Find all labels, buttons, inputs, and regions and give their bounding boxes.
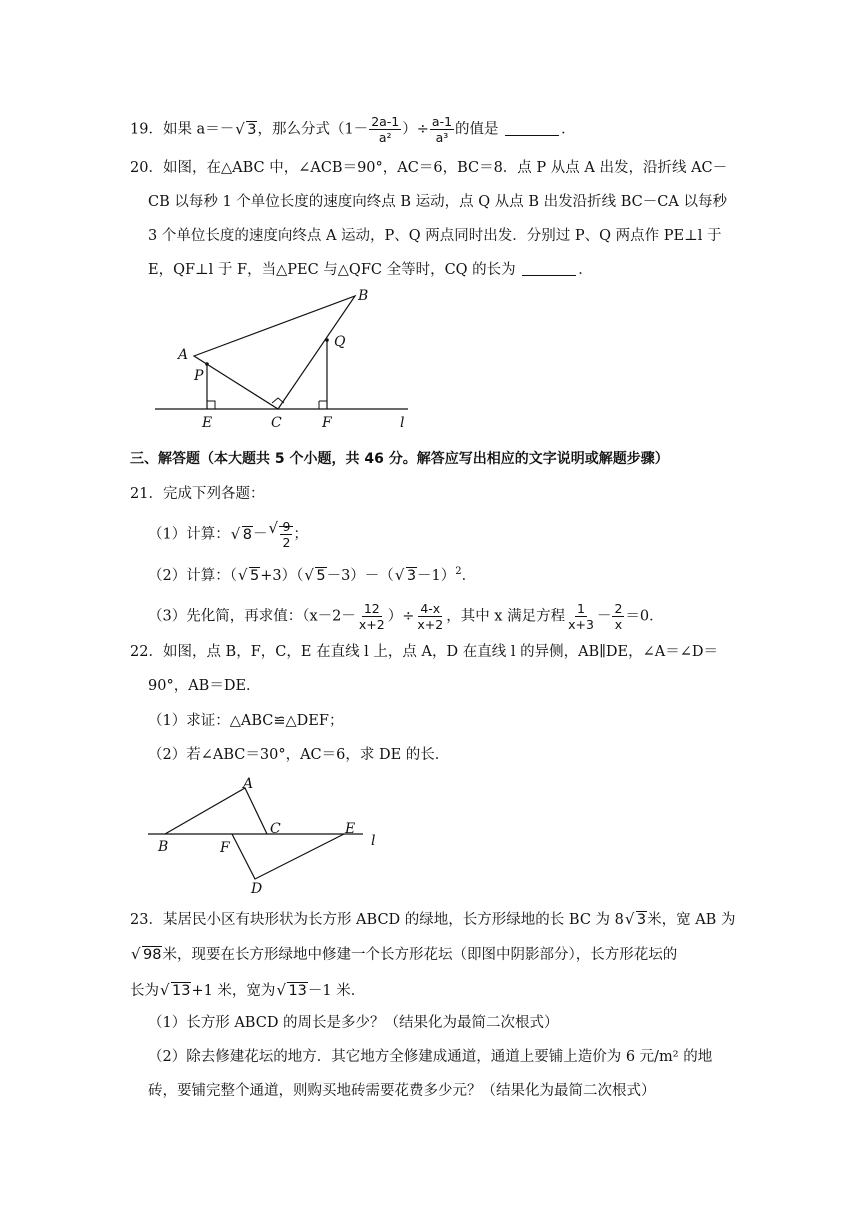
- q21-p2-end: ．: [461, 567, 477, 584]
- q21-p3-label: （3）先化简，再求值：（x－2－: [148, 608, 356, 625]
- q23-part-1: （1）长方形 ABCD 的周长是多少？（结果化为最简二次根式）: [148, 1015, 559, 1031]
- q19-text-1: 如果 a＝－: [162, 121, 235, 138]
- q22-line-1: 22．如图，点 B，F，C，E 在直线 l 上，点 A，D 在直线 l 的异侧，AB∥DE，∠A＝∠D＝: [130, 644, 719, 660]
- q22-label-b: B: [158, 839, 169, 855]
- q21-p3-frac-1: $\frac{12}{x+2}$: [358, 601, 385, 632]
- q19-text-2: ，那么分式（1－: [257, 121, 369, 138]
- q20-end: ．: [578, 262, 593, 278]
- q19-end: ．: [561, 121, 576, 138]
- q20-point-p: [205, 362, 209, 366]
- q19-number: 19．: [130, 121, 163, 138]
- q22-triangle-def: [232, 834, 344, 879]
- q20-line-1: 20．如图，在△ABC 中，∠ACB＝90°，AC＝6，BC＝8．点 P 从点 A 出发，沿折线 AC－: [130, 160, 728, 176]
- q20-right-angle-e: [207, 401, 215, 409]
- q23-sqrt-98: √ 98: [131, 945, 162, 965]
- q20-line-4-text: E，QF⊥l 于 F，当△PEC 与△QFC 全等时，CQ 的长为: [148, 262, 516, 278]
- q22-line-2: 90°，AB＝DE．: [148, 678, 261, 694]
- q19-text-3: ）÷: [402, 121, 429, 138]
- q21-p1-sqrt-8: √ 8: [231, 525, 253, 545]
- q20-label-p: P: [194, 368, 204, 384]
- q20-label-q: Q: [334, 334, 346, 350]
- q20-triangle-abc: [194, 296, 355, 409]
- q21-p2-text-b: +3）（: [260, 567, 304, 584]
- q21-p2-sqrt-5b: √ 5: [304, 566, 326, 586]
- q19-fraction-1: $\frac{2a-1}{\text{a²}}$: [371, 114, 400, 145]
- q20-label-f: F: [322, 415, 332, 431]
- q22-label-d: D: [251, 881, 263, 897]
- q20-line-2: CB 以每秒 1 个单位长度的速度向终点 B 运动，点 Q 从点 B 出发沿折线 BC－CA 以每秒: [148, 194, 727, 210]
- question-19: [130, 114, 576, 145]
- q19-text-4: 的值是: [455, 121, 499, 138]
- q20-figure: [150, 285, 420, 435]
- q21-p2-text-c: －3）－（: [326, 567, 394, 584]
- q23-line-1-end: 米，宽 AB 为: [647, 912, 736, 928]
- q21-p3-frac-4: $\frac{2}{x}$: [614, 601, 623, 632]
- q23-line-3-b: +1 米，宽为: [191, 983, 276, 999]
- q21-part-3: [148, 601, 664, 632]
- q23-line-2: [130, 945, 677, 965]
- q22-part-2: （2）若∠ABC＝30°，AC＝6，求 DE 的长．: [148, 747, 450, 763]
- q21-p3-frac-2: $\frac{4-x}{x+2}$: [417, 601, 444, 632]
- q22-label-c: C: [270, 821, 281, 837]
- q23-line-2-text: 米，现要在长方形绿地中修建一个长方形花坛（即图中阴影部分），长方形花坛的: [162, 947, 678, 963]
- q22-label-a: A: [243, 776, 254, 792]
- q21-p2-exponent: 2: [455, 566, 462, 577]
- q20-label-a: A: [178, 347, 189, 363]
- q21-p1-end: ；: [293, 526, 308, 543]
- q21-p2-sqrt-5a: √ 5: [238, 566, 260, 586]
- q23-line-3-a: 长为: [130, 983, 159, 999]
- q19-sqrt: √ 3: [235, 120, 257, 140]
- q21-p1-sqrt-frac: √ $\frac{9}{2}$: [268, 519, 293, 550]
- q21-p1-minus: －: [252, 526, 268, 543]
- q22-label-f: F: [220, 840, 230, 856]
- q23-part-2b: 砖，要铺完整个通道，则购买地砖需要花费多少元？（结果化为最简二次根式）: [148, 1083, 656, 1099]
- q20-label-b: B: [358, 288, 369, 304]
- q22-label-e: E: [345, 821, 356, 837]
- q20-label-l: l: [400, 415, 405, 431]
- q21-p3-minus: －: [596, 608, 612, 625]
- q21-p3-text-b: ）÷: [387, 608, 415, 625]
- q21-p2-text-d: －1）: [417, 567, 456, 584]
- q23-sqrt-3: √ 3: [625, 910, 647, 930]
- q23-line-1-text: 23．某居民小区有块形状为长方形 ABCD 的绿地，长方形绿地的长 BC 为 8: [130, 912, 624, 928]
- q19-fraction-2: $\frac{a-1}{\text{a³}}$: [431, 114, 453, 145]
- q20-label-c: C: [271, 415, 282, 431]
- q20-line-4: [148, 260, 593, 280]
- q23-line-1: [130, 910, 735, 930]
- q22-label-l: l: [371, 833, 376, 849]
- q20-label-e: E: [202, 415, 213, 431]
- q20-answer-blank[interactable]: [522, 261, 576, 276]
- q21-p3-end: ＝0．: [625, 608, 664, 625]
- q19-answer-blank[interactable]: [505, 121, 559, 136]
- q20-point-q: [325, 338, 329, 342]
- q22-triangle-abc: [165, 788, 267, 834]
- q21-p3-text-c: ，其中 x 满足方程: [446, 608, 566, 625]
- q23-part-2a: （2）除去修建花坛的地方．其它地方全修建成通道，通道上要铺上造价为 6 元/m² 的地: [148, 1049, 713, 1065]
- q23-line-3: [130, 981, 365, 1001]
- section-3-heading: 三、解答题（本大题共 5 个小题，共 46 分。解答应写出相应的文字说明或解题步骤）: [130, 451, 669, 467]
- q21-part-1: [148, 519, 308, 550]
- q23-sqrt-13a: √ 13: [160, 981, 191, 1001]
- q23-line-3-c: －1 米．: [307, 983, 366, 999]
- q21-p1-label: （1）计算：: [148, 526, 230, 543]
- q21-title: 21．完成下列各题：: [130, 486, 265, 502]
- q23-sqrt-13b: √ 13: [276, 981, 307, 1001]
- q21-p2-label: （2）计算：（: [148, 567, 237, 584]
- q21-p3-frac-3: $\frac{1}{x+3}$: [568, 601, 594, 632]
- q22-part-1: （1）求证：△ABC≌△DEF；: [148, 713, 344, 729]
- q21-p2-sqrt-3: √ 3: [395, 566, 417, 586]
- q22-figure: [145, 775, 385, 897]
- q21-part-2: [148, 562, 476, 586]
- q20-line-3: 3 个单位长度的速度向终点 A 运动，P、Q 两点同时出发．分别过 P、Q 两点作 PE⊥l 于: [148, 228, 722, 244]
